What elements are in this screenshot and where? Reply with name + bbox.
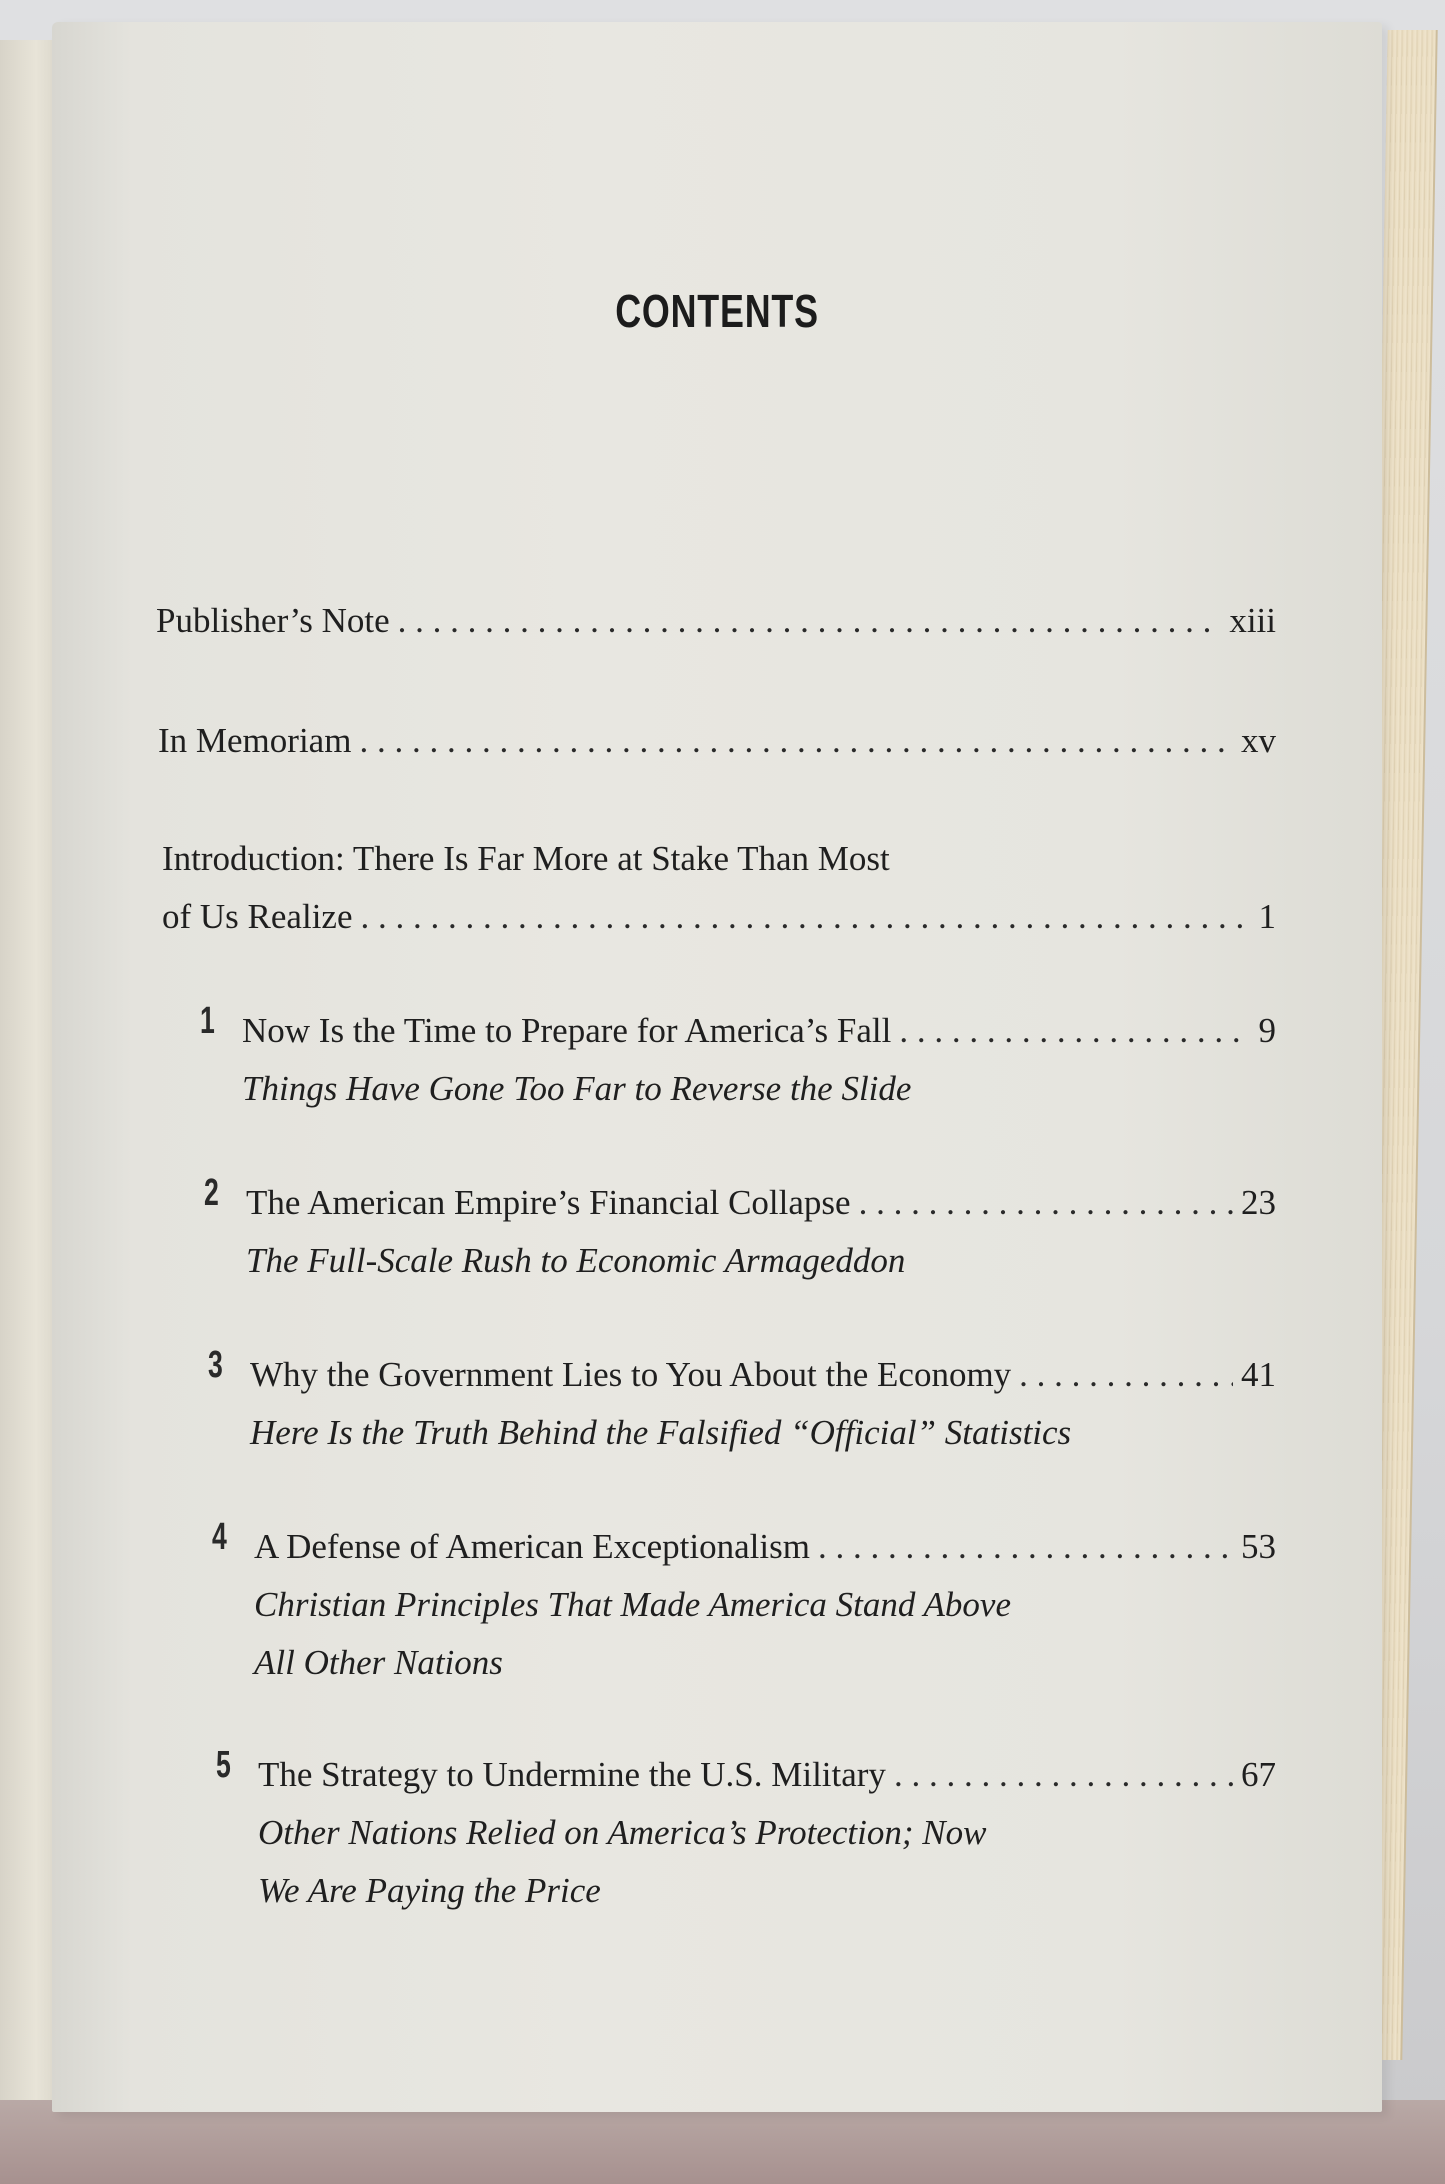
dot-leader xyxy=(398,592,1222,650)
dot-leader xyxy=(818,1518,1233,1576)
chapter-page: 23 xyxy=(1241,1183,1276,1222)
toc-entry-label-line: Introduction: There Is Far More at Stake Than Most xyxy=(162,839,890,878)
toc-entry-label-line: of Us Realize xyxy=(162,897,353,936)
chapter-title: The Strategy to Undermine the U.S. Military xyxy=(258,1755,886,1794)
chapter-number: 4 xyxy=(212,1516,227,1558)
toc-entry-introduction xyxy=(162,830,1276,946)
dot-leader xyxy=(894,1746,1233,1804)
chapter-number: 2 xyxy=(204,1172,219,1214)
chapter-page: 67 xyxy=(1241,1755,1276,1794)
dot-leader xyxy=(1019,1346,1233,1404)
toc-entry-chapter-4 xyxy=(254,1518,1276,1692)
chapter-page: 41 xyxy=(1241,1355,1276,1394)
chapter-title: Why the Government Lies to You About the Economy xyxy=(250,1355,1012,1394)
toc-entry-chapter-1 xyxy=(242,1002,1276,1118)
chapter-number: 5 xyxy=(216,1744,231,1786)
chapter-subtitle: The Full-Scale Rush to Economic Armageddon xyxy=(246,1241,906,1280)
chapter-title: The American Empire’s Financial Collapse xyxy=(246,1183,851,1222)
chapter-title: Now Is the Time to Prepare for America’s Fall xyxy=(242,1011,892,1050)
chapter-number: 3 xyxy=(208,1344,223,1386)
toc-entry-in-memoriam xyxy=(158,712,1276,770)
toc-entry-chapter-5 xyxy=(258,1746,1276,1920)
chapter-subtitle: Christian Principles That Made America Stand Above xyxy=(254,1585,1011,1624)
chapter-page: 9 xyxy=(1258,1011,1276,1050)
toc-entry-page: 1 xyxy=(1258,897,1276,936)
chapter-subtitle: All Other Nations xyxy=(254,1643,503,1682)
left-page-edge xyxy=(0,40,60,2120)
chapter-number: 1 xyxy=(200,1000,215,1042)
chapter-subtitle: Here Is the Truth Behind the Falsified “Official” Statistics xyxy=(250,1413,1072,1452)
page-title: CONTENTS xyxy=(615,285,819,337)
dot-leader xyxy=(359,712,1233,770)
toc-entry-chapter-2 xyxy=(246,1174,1276,1290)
toc-entry-publishers-note xyxy=(156,592,1276,650)
chapter-title: A Defense of American Exceptionalism xyxy=(254,1527,810,1566)
dot-leader xyxy=(859,1174,1233,1232)
chapter-subtitle: We Are Paying the Price xyxy=(258,1871,601,1910)
toc-entry-chapter-3 xyxy=(250,1346,1276,1462)
bottom-surface xyxy=(0,2100,1445,2184)
dot-leader xyxy=(360,888,1250,946)
chapter-subtitle: Other Nations Relied on America’s Protection; Now xyxy=(258,1813,987,1852)
toc-entry-label: Publisher’s Note xyxy=(156,601,390,640)
book-page xyxy=(52,22,1382,2112)
toc-entry-page: xv xyxy=(1241,721,1276,760)
chapter-subtitle: Things Have Gone Too Far to Reverse the Slide xyxy=(242,1069,912,1108)
chapter-page: 53 xyxy=(1241,1527,1276,1566)
toc-entry-page: xiii xyxy=(1229,601,1276,640)
toc-entry-label: In Memoriam xyxy=(158,721,352,760)
dot-leader xyxy=(899,1002,1250,1060)
